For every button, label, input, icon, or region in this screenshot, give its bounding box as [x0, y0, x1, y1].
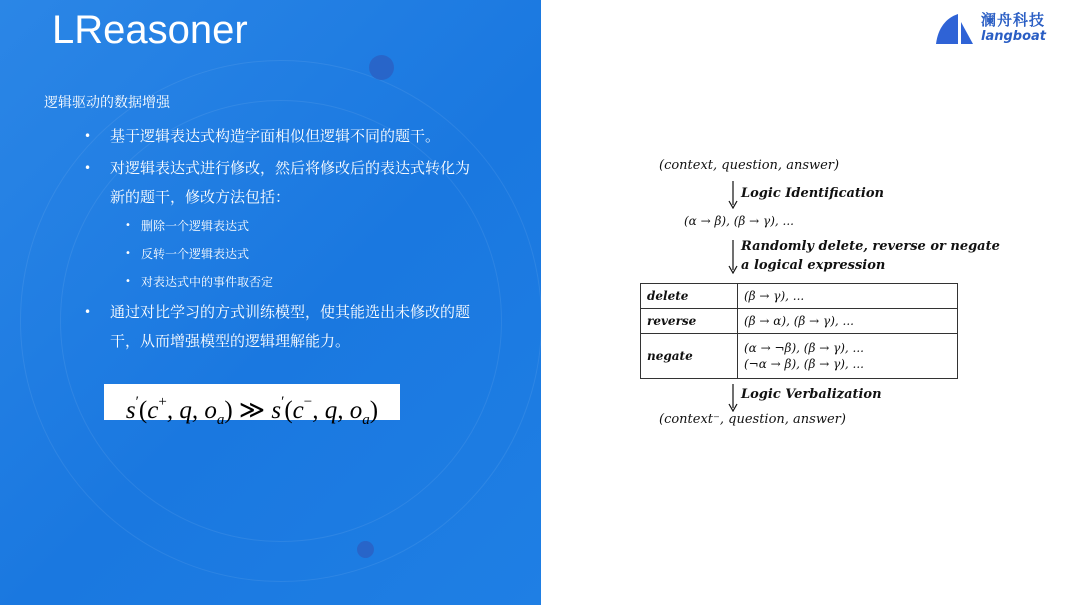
operations-table — [640, 283, 958, 379]
logo-name-en: langboat — [981, 29, 1047, 44]
bullet-dot: • — [84, 305, 92, 319]
op-name: negate — [641, 334, 738, 379]
slide-title: LReasoner — [52, 8, 248, 52]
op-result-line: (¬α → β), (β → γ), ... — [744, 357, 864, 371]
bullet-item — [84, 121, 524, 151]
sub-bullet-text: 对表达式中的事件取否定 — [141, 275, 274, 289]
bullet-dot: • — [84, 161, 92, 175]
logical-expressions: (α → β), (β → γ), ... — [684, 214, 794, 228]
op-result: (β → α), (β → γ), ... — [738, 309, 958, 334]
output-tuple: (context⁻, question, answer) — [659, 412, 846, 427]
table-row — [641, 309, 958, 334]
op-name: reverse — [641, 309, 738, 334]
decorative-dot — [369, 55, 394, 80]
logo-name-cn: 澜舟科技 — [981, 11, 1046, 29]
down-arrow-icon — [727, 240, 739, 274]
sub-bullet-dot: • — [125, 276, 131, 287]
down-arrow-icon — [727, 181, 739, 209]
sail-logo-icon — [934, 12, 974, 46]
sub-bullet-text: 反转一个逻辑表达式 — [141, 247, 250, 261]
step-modify-label-line2: a logical expression — [741, 258, 886, 273]
bullet-text-line: 通过对比学习的方式训练模型，使其能选出未修改的题 — [110, 303, 471, 321]
op-result: (β → γ), ... — [738, 284, 958, 309]
table-row — [641, 284, 958, 309]
op-result — [738, 334, 958, 379]
bullet-item — [84, 153, 524, 213]
bullet-item — [84, 297, 524, 357]
contrastive-formula: s′(c+, q, $o_a$) ≫ s′(c−, q, $o_a$) — [104, 384, 400, 420]
input-tuple: (context, question, answer) — [659, 158, 840, 173]
section-heading: 逻辑驱动的数据增强 — [44, 95, 170, 111]
table-row — [641, 334, 958, 379]
op-result-line: (α → ¬β), (β → γ), ... — [744, 341, 864, 355]
step-modify-label-line1: Randomly delete, reverse or negate — [741, 239, 1000, 254]
decorative-dot — [357, 541, 374, 558]
step-logic-verbalization: Logic Verbalization — [741, 387, 882, 402]
op-name: delete — [641, 284, 738, 309]
sub-bullet-text: 删除一个逻辑表达式 — [141, 219, 250, 233]
bullet-text-line: 干，从而增强模型的逻辑理解能力。 — [110, 332, 351, 350]
down-arrow-icon — [727, 384, 739, 412]
bullet-text: 基于逻辑表达式构造字面相似但逻辑不同的题干。 — [110, 127, 441, 145]
bullet-text-line: 新的题干，修改方法包括： — [110, 188, 291, 206]
step-logic-identification: Logic Identification — [741, 186, 884, 201]
sub-bullet-dot: • — [125, 248, 131, 259]
bullet-text-line: 对逻辑表达式进行修改，然后将修改后的表达式转化为 — [110, 159, 471, 177]
sub-bullet-dot: • — [125, 220, 131, 231]
bullet-dot: • — [84, 129, 92, 143]
